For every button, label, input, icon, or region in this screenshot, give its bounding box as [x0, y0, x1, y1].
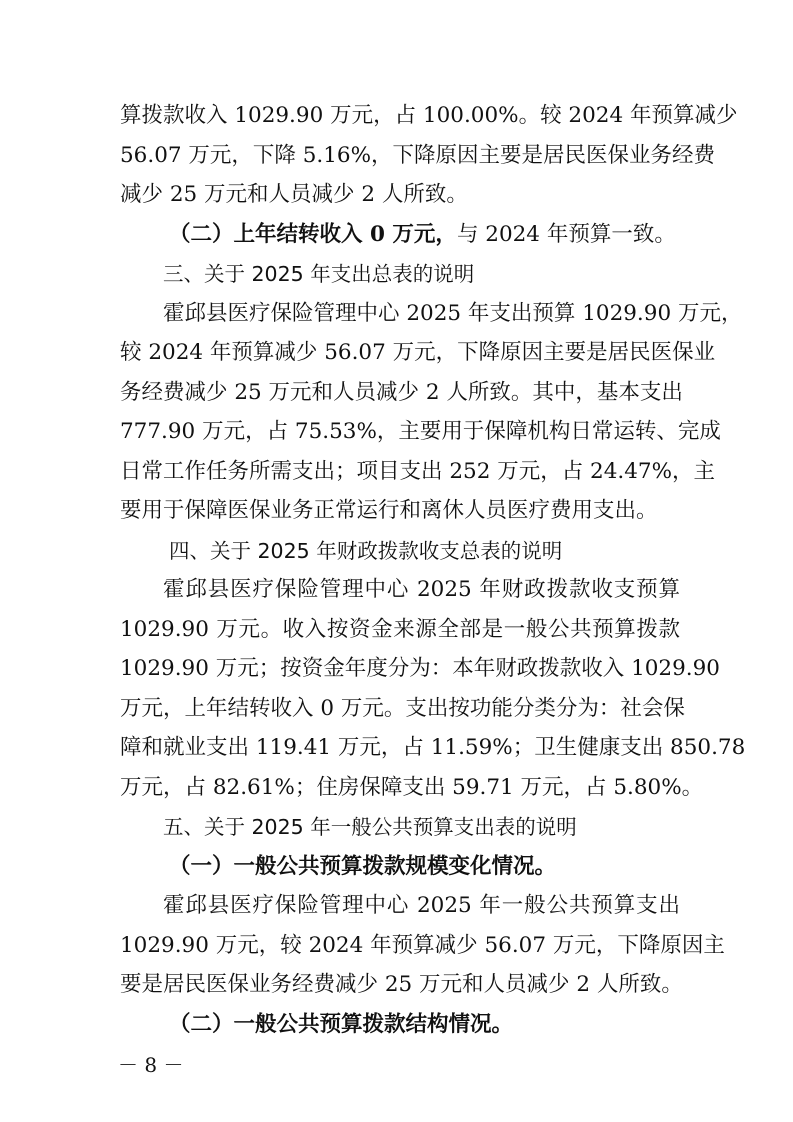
paragraph-line: 算拨款收入 1029.90 万元，占 100.00%。较 2024 年预算减少 [120, 103, 738, 128]
subsection-heading-two: （二）一般公共预算拨款结构情况。 [169, 1012, 514, 1037]
paragraph-line: 万元，占 82.61%；住房保障支出 59.71 万元，占 5.80%。 [120, 775, 704, 800]
subsection-heading-line [169, 217, 676, 253]
section-heading-five: 五、关于 2025 年一般公共预算支出表的说明 [163, 815, 577, 839]
paragraph-line: 霍邱县医疗保险管理中心 2025 年财政拨款收支预算 [163, 577, 680, 602]
paragraph-line: 万元，上年结转收入 0 万元。支出按功能分类分为：社会保 [120, 696, 685, 721]
section-heading-three: 三、关于 2025 年支出总表的说明 [163, 262, 475, 286]
section-heading-four: 四、关于 2025 年财政拨款收支总表的说明 [169, 539, 563, 563]
paragraph-line: 日常工作任务所需支出；项目支出 252 万元，占 24.47%，主 [120, 459, 716, 484]
paragraph-line: 777.90 万元，占 75.53%，主要用于保障机构日常运转、完成 [120, 419, 721, 444]
paragraph-line: 霍邱县医疗保险管理中心 2025 年一般公共预算支出 [163, 893, 680, 918]
paragraph-line: 障和就业支出 119.41 万元，占 11.59%；卫生健康支出 850.78 [120, 735, 746, 760]
paragraph-line: 霍邱县医疗保险管理中心 2025 年支出预算 1029.90 万元， [163, 301, 743, 326]
paragraph-line: 1029.90 万元。收入按资金来源全部是一般公共预算拨款 [120, 617, 680, 642]
subsection-heading-normal-part: 与 2024 年预算一致。 [456, 222, 676, 247]
paragraph-line: 务经费减少 25 万元和人员减少 2 人所致。其中，基本支出 [120, 380, 683, 405]
paragraph-line: 较 2024 年预算减少 56.07 万元，下降原因主要是居民医保业 [120, 340, 716, 365]
paragraph-line: 要是居民医保业务经费减少 25 万元和人员减少 2 人所致。 [120, 972, 683, 997]
paragraph-line: 要用于保障医保业务正常运行和离休人员医疗费用支出。 [120, 498, 658, 523]
paragraph-line: 减少 25 万元和人员减少 2 人所致。 [120, 182, 468, 207]
paragraph-line: 56.07 万元，下降 5.16%，下降原因主要是居民医保业务经费 [120, 143, 716, 168]
paragraph-line: 1029.90 万元，较 2024 年预算减少 56.07 万元，下降原因主 [120, 933, 725, 958]
paragraph-line: 1029.90 万元；按资金年度分为：本年财政拨款收入 1029.90 [120, 656, 720, 681]
subsection-heading-one: （一）一般公共预算拨款规模变化情况。 [169, 854, 557, 879]
page-number: － 8 － [118, 1053, 184, 1077]
subsection-heading-bold-part: （二）上年结转收入 0 万元， [169, 222, 457, 247]
